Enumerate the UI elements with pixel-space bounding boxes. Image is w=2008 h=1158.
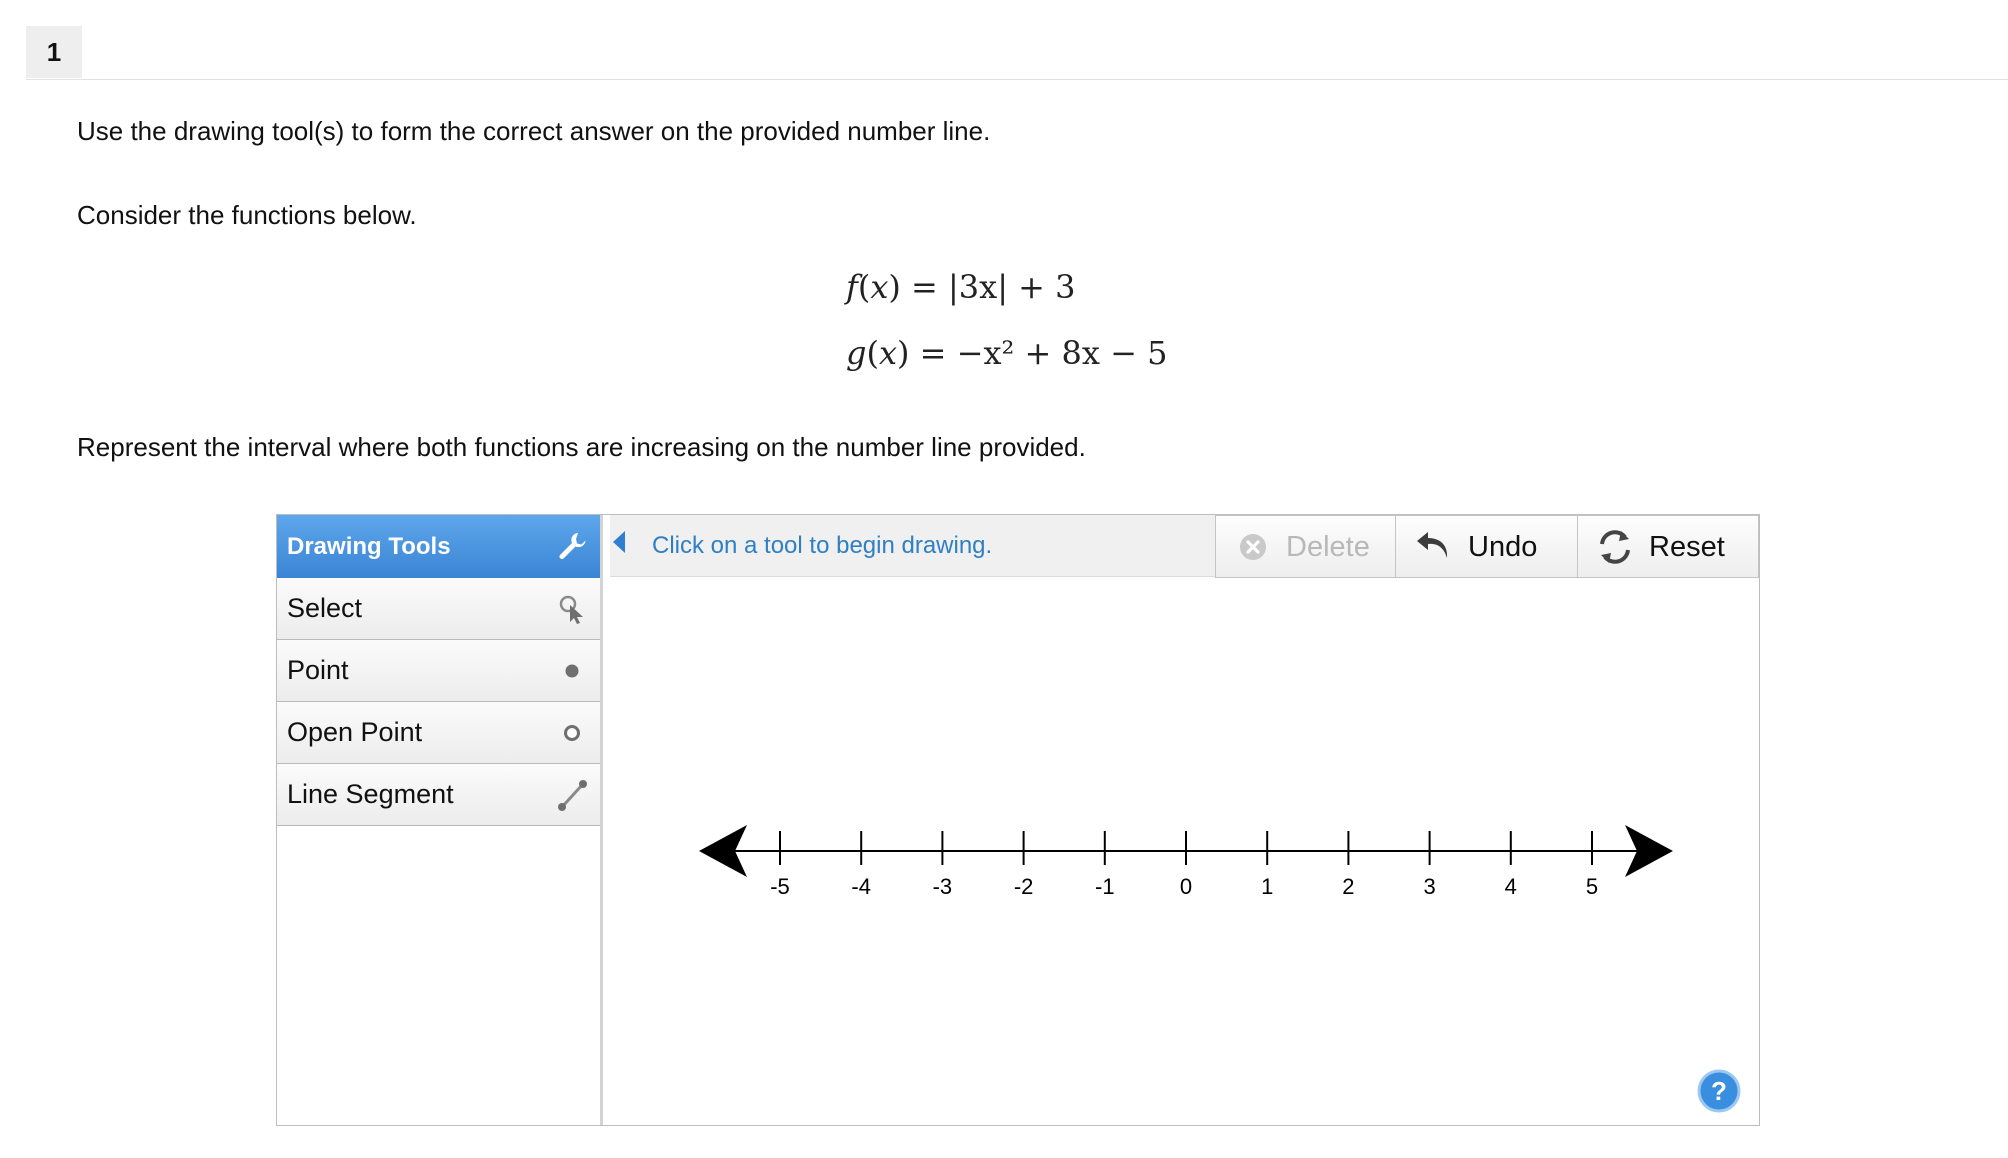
svg-text:?: ? xyxy=(1711,1076,1727,1106)
drawing-widget xyxy=(276,514,1760,1126)
function-g-var: x xyxy=(878,334,898,372)
divider xyxy=(26,79,2008,80)
tool-point-label: Point xyxy=(287,655,349,685)
drawing-tools-title: Drawing Tools xyxy=(287,532,451,560)
function-f-var: x xyxy=(870,268,889,306)
number-line-ticks xyxy=(770,831,1598,899)
function-g: g(x) = −x² + 8x − 5 xyxy=(846,334,1168,372)
tick-label: -3 xyxy=(932,874,953,899)
delete-label: Delete xyxy=(1286,531,1370,563)
prompt-text: Represent the interval where both functions are increasing on the number line provided. xyxy=(77,432,1086,462)
tick-label: -1 xyxy=(1095,874,1115,899)
function-f: f(x) = |3x| + 3 xyxy=(846,268,1076,306)
function-g-name: g xyxy=(846,334,867,372)
tick-label: 0 xyxy=(1179,874,1193,899)
tick-label: -2 xyxy=(1013,874,1034,899)
tool-open-point-label: Open Point xyxy=(287,717,423,747)
hint-text: Click on a tool to begin drawing. xyxy=(652,531,993,559)
tick-label: -4 xyxy=(851,874,871,899)
function-g-expression: −x² + 8x − 5 xyxy=(956,334,1168,372)
intro-text: Consider the functions below. xyxy=(77,200,417,230)
instruction-text: Use the drawing tool(s) to form the correct answer on the provided number line. xyxy=(77,116,991,146)
tick-label: 2 xyxy=(1342,874,1355,899)
tick-label: 4 xyxy=(1504,874,1517,899)
tool-select-label: Select xyxy=(287,593,363,623)
tick-label: 1 xyxy=(1261,874,1274,899)
question-number: 1 xyxy=(26,26,82,78)
function-f-expression: |3x| + 3 xyxy=(948,268,1076,306)
tick-label: -5 xyxy=(770,874,790,899)
function-f-name: f xyxy=(846,268,858,306)
tool-line-segment-label: Line Segment xyxy=(287,779,454,809)
reset-label: Reset xyxy=(1649,531,1725,563)
help-icon[interactable] xyxy=(1697,1069,1741,1113)
tick-label: 5 xyxy=(1585,874,1599,899)
number-line[interactable] xyxy=(277,515,1759,1125)
undo-label: Undo xyxy=(1468,531,1538,563)
tick-label: 3 xyxy=(1423,874,1436,899)
